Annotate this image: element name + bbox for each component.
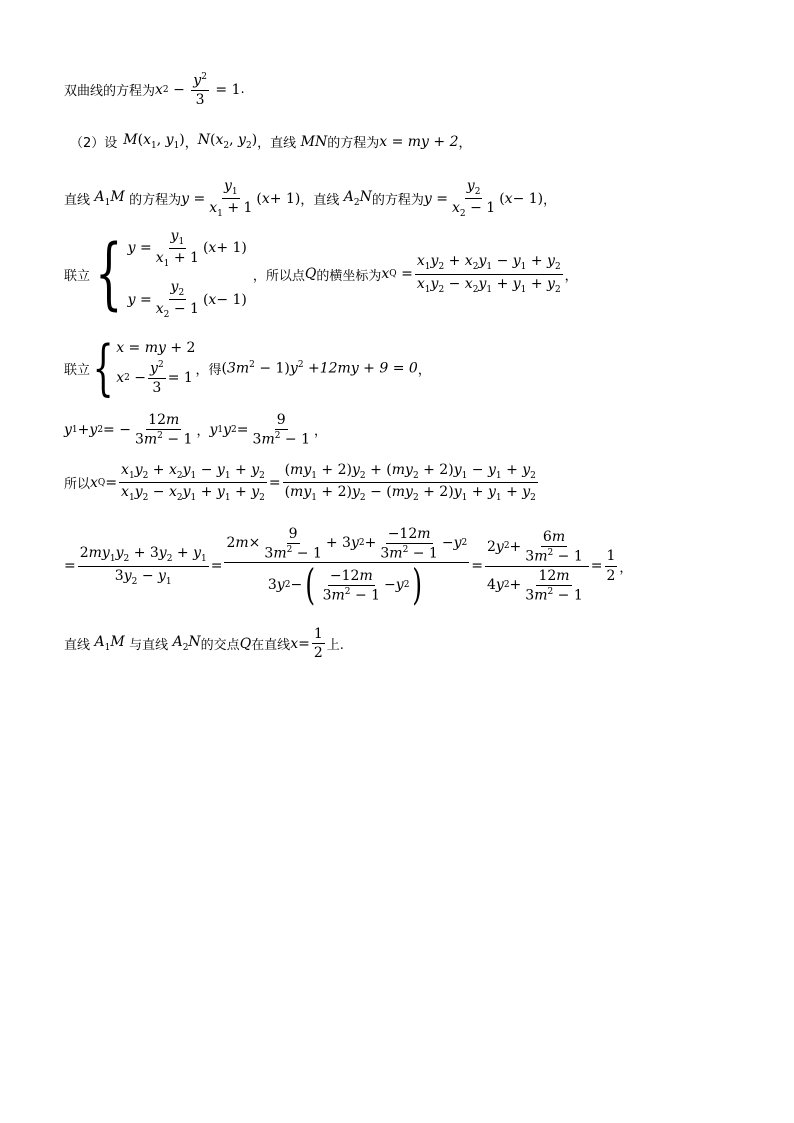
system2-line (64, 334, 431, 402)
simplification: = $\frac{2my_1y_2 + 3y_2 + y_1}{3y_2 - y_1}$ = 2 m × $\frac{9}{3m^2 - 1}$ + 3 y 2 + $\frac{-12m}{3m^2 - 1}$ − y 2 3 y 2 − ( $\frac{-12m}{3m^2 - 1}$ − y 2 ) = 2 y 2 + $\frac{6m}{3m^2 - 1}$ 4 y 2 + $\frac{12m}{3m^2 - 1}$ = $\frac{1}{2}$ (64, 525, 616, 610)
line2-eq-text: 的方程为 (327, 136, 380, 151)
xq-formula: x Q = $\frac{x_1y_2 + x_2y_1 - y_1 + y_2}{x_1y_2 - x_2y_1 + y_1 + y_2}$ (381, 253, 561, 295)
point-n: $N(x_2$, $y_2$) (197, 132, 258, 151)
line2-comma2: ， (257, 136, 271, 151)
line9-text3: 的交点 (200, 638, 240, 654)
xq-substitution: x Q = $\frac{x_1y_2 + x_2y_1 - y_1 + y_2}{x_1y_2 - x_2y_1 + y_1 + y_2}$ = $\frac{(my_1 + 2)y_2 + (my_2 + 2)y_1 - y_1 + y_2}{(my_1 + 2)y_2 - (my_2 + 2)y_1 + y_1 + y_2}$ (90, 462, 536, 503)
label-a2n-2: $A_2N$ (168, 634, 201, 653)
part2-setup-line (70, 132, 472, 151)
line2-set: 设 (104, 136, 118, 151)
line3-text2: 的方程为 (129, 193, 182, 209)
line4-lead: 联立 (64, 268, 91, 284)
left-brace-1: { (95, 229, 123, 319)
lines-a1m-a2n (64, 178, 556, 219)
line3-text1: 直线 (64, 193, 91, 209)
line7-lead: 所以 (64, 477, 91, 493)
line6-sep: ， (196, 424, 210, 440)
line3-text3: 的方程为 (371, 193, 424, 209)
line-x-half: x = $\frac{1}{2}$ (290, 626, 323, 662)
point-q: Q (304, 266, 317, 282)
point-q-2: Q (239, 635, 252, 652)
eq-a1m: y = $\frac{y_1}{x_1 + 1}$ ( x + 1) (181, 178, 301, 219)
xq-substitution-line (64, 462, 540, 503)
line4-mid2: 的横坐标为 (316, 268, 382, 284)
line1-suffix: . (240, 82, 245, 98)
product-roots: y 1 y 2 = $\frac{9}{3m^2 - 1}$ (209, 412, 310, 448)
line9-text1: 直线 (64, 638, 91, 654)
line5-mid: ，得 (195, 362, 222, 378)
point-m: $M(x_1$, $y_1$) (123, 132, 185, 151)
line4-tail: ， (564, 268, 578, 284)
sum-roots: y 1 + y 2 = − $\frac{12m}{3m^2 - 1}$ (64, 412, 193, 448)
left-brace-2: { (92, 333, 114, 403)
part-label: （2） (70, 136, 105, 151)
hyperbola-equation-line (64, 72, 245, 108)
line9-text2: 与直线 (129, 638, 169, 654)
eq-a2n: y = $\frac{y_2}{x_2 - 1}$ ( x − 1) (423, 178, 544, 219)
label-a1m: $A_1M$ (90, 189, 130, 209)
system2: x = my + 2 x 2 − $\frac{y^2}{3}$ = 1 (116, 340, 196, 396)
vieta-line (64, 412, 327, 448)
line3-sep: ，直线 (300, 193, 340, 209)
line9-text4: 在直线 (251, 638, 291, 654)
line5-lead: 联立 (64, 362, 91, 378)
line5-tail: ， (417, 362, 431, 378)
simplification-line (64, 524, 632, 608)
system1: y = $\frac{y_1}{x_1 + 1}$ ( x + 1) y = $\frac{y_2}{x_2 - 1}$ ( x − 1) (127, 227, 247, 320)
line4-mid: ，所以点 (252, 268, 305, 284)
conclusion-line (64, 626, 344, 661)
line8-tail: ， (619, 560, 633, 576)
system1-line (64, 228, 578, 320)
line2-tail: ， (458, 136, 472, 151)
line6-tail: ， (314, 424, 328, 440)
line9-text5: 上. (326, 638, 344, 654)
label-mn: MN (296, 133, 328, 150)
label-a2n: $A_2N$ (339, 189, 372, 209)
hyperbola-equation: x 2 − $\frac{y^2}{3}$ = 1 (155, 72, 241, 108)
line-mn-equation: x = my + 2 (379, 133, 459, 150)
line1-prefix: 双曲线的方程为 (64, 84, 156, 100)
label-a1m-2: $A_1M$ (90, 634, 130, 653)
line2-line-text: 直线 (270, 136, 297, 151)
quadratic-tail: +12my + 9 = 0 (308, 360, 418, 377)
line3-tail: ， (543, 193, 557, 209)
quadratic-equation: $(3m^2 - 1)y^2 +12my + 9 = 0$ (221, 359, 418, 377)
line2-comma1: ， (184, 136, 198, 151)
